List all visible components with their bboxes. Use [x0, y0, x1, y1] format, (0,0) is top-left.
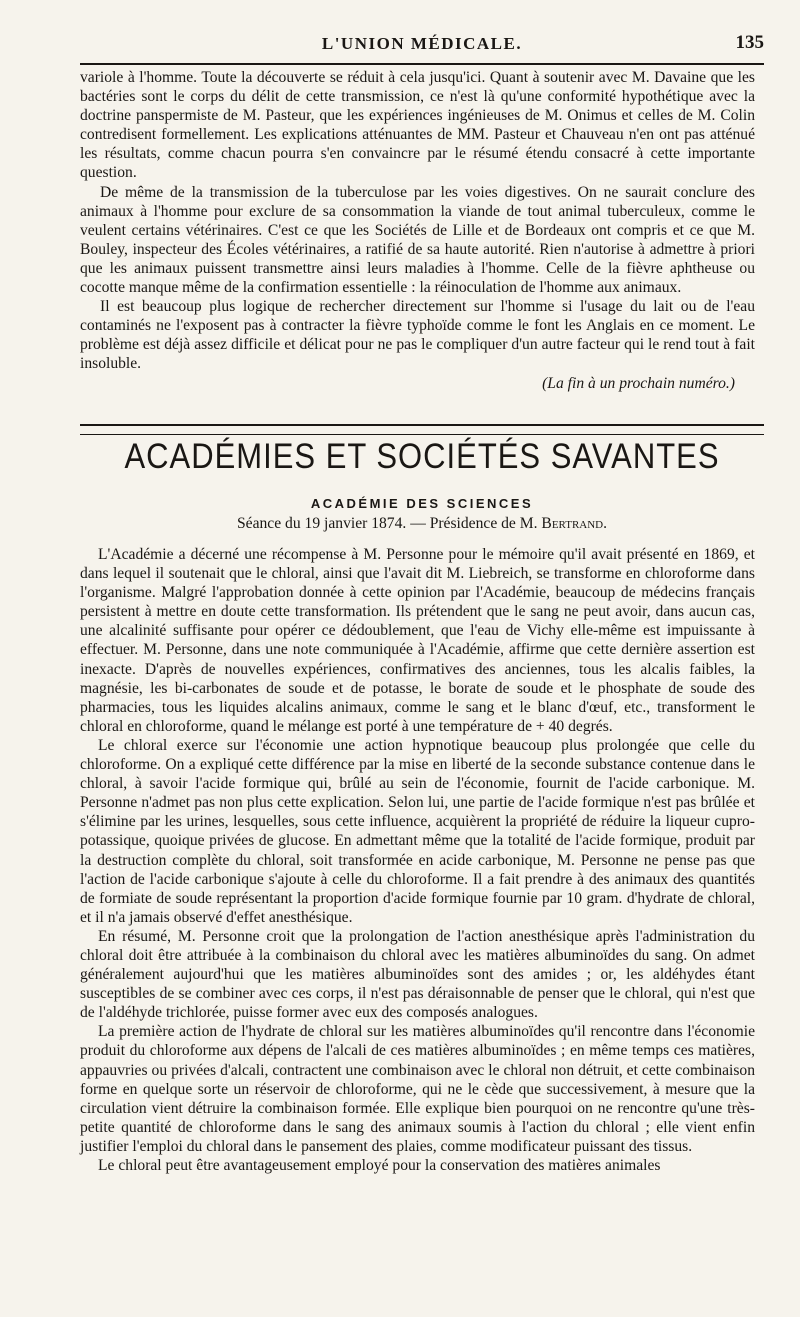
previous-article-continuation [80, 68, 755, 393]
subsection-title: ACADÉMIE DES SCIENCES [310, 496, 534, 511]
paragraph: variole à l'homme. Toute la découverte se réduit à cela jusqu'ici. Quant à soutenir avec M. Davaine que les bactéries sont le corps du délit de cette transmission, ce n'est là qu'une conformité hypothétique avec la doctrine panspermiste de M. Pasteur, que les expériences ingénieuses de M. Onimus et celles de M. Colin contredisent formellement. Les explications atténuantes de MM. Pasteur et Chauveau n'en ont pas atténué les résultats, comme chacun pourra s'en convaincre par le résumé étendu consacré à cette importante question. [80, 69, 755, 182]
session-line [80, 515, 764, 533]
paragraph: Il est beaucoup plus logique de rechercher directement sur l'homme si l'usage du lait ou de l'eau contaminés ne l'exposent pas à contracter la fièvre typhoïde comme le font les Anglais en ce moment. Le problème est déjà assez difficile et délicat pour ne pas le compliquer d'un autre facteur qui le rend tout à fait insoluble. [80, 298, 755, 373]
paragraph: En résumé, M. Personne croit que la prolongation de l'action anesthésique après l'administration du chloral doit être attribuée à la combinaison du chloral avec les matières albuminoïdes du sang. On admet généralement aujourd'hui que les matières albuminoïdes sont des amides ; or, les aldéhydes étant susceptibles de se combiner avec ces corps, il n'est pas déraisonnable de penser que le chloral, qui n'est que de l'aldéhyde trichlorée, puisse former avec eux des composés analogues. [80, 927, 755, 1022]
header-rule [80, 63, 764, 65]
running-head [80, 26, 764, 60]
journal-title: L'UNION MÉDICALE. [321, 34, 523, 53]
section-title: ACADÉMIES ET SOCIÉTÉS SAVANTES [124, 436, 720, 477]
paragraph: De même de la transmission de la tuberculose par les voies digestives. On ne saurait conclure des animaux à l'homme pour exclure de sa consommation la viande de tout animal tuberculeux, comme le veulent certains vétérinaires. C'est ce que les Sociétés de Lille et de Bordeaux ont compris et ce que M. Bouley, inspecteur des Écoles vétérinaires, a ratifié de sa haute autorité. Rien n'autorise à admettre à priori que les animaux puissent transmettre ainsi leurs maladies à l'homme. Celle de la fièvre aphtheuse ou cocotte manque même de la confirmation essentielle : la réinoculation de l'homme aux animaux. [80, 183, 755, 297]
president-name: Bertrand. [541, 515, 608, 532]
paragraph: Le chloral peut être avantageusement employé pour la conservation des matières animales [98, 1157, 661, 1174]
page-number: 135 [735, 32, 764, 53]
session-date-and-presidency: Séance du 19 janvier 1874. — Présidence de M. [236, 515, 542, 532]
academie-article [80, 545, 755, 1175]
paragraph: Le chloral exerce sur l'économie une action hypnotique beaucoup plus prolongée que celle du chloroforme. On a expliqué cette différence par la mise en liberté de la seconde substance contenue dans le chloral, à savoir l'acide formique qui, brûlé au sein de l'économie, fournit de l'acide carbonique. M. Personne n'admet pas non plus cette explication. Selon lui, une partie de l'acide formique n'est pas brûlée et s'élimine par les urines, lesquelles, sous cette influence, acquièrent la propriété de réduire la liqueur cupro-potassique, quoique privées de glucose. En admettant même que la totalité de l'acide formique, produit par la destruction complète du chloral, soit transformée en acide carbonique, M. Personne ne pense pas que l'action de l'acide carbonique s'ajoute à celle du chloroforme. Il a fait prendre à des animaux des quantités de formiate de soude représentant la proportion d'acide formique fournie par 10 gram. d'hydrate de chloral, et il n'a jamais observé d'effet anesthésique. [80, 736, 755, 926]
paragraph: La première action de l'hydrate de chloral sur les matières albuminoïdes qu'il rencontre dans l'économie produit du chloroforme aux dépens de l'alcali de ces matières albuminoïdes ; en même temps ces matières, appauvries ou privées d'alcali, contractent une combinaison avec le chloral non détruit, et cette combinaison forme en quelque sorte un réservoir de chloroforme, qui ne le cède que successivement, à mesure que la circulation vient détruire la combinaison formée. Elle explique bien pourquoi on ne rencontre qu'une très-petite quantité de chloroforme dans le sang des animaux soumis à l'action du chloral ; elle vient enfin justifier l'emploi du chloral dans le pansement des plaies, comme modificateur puissant des tissus. [80, 1023, 755, 1155]
continuation-note: (La fin à un prochain numéro.) [542, 374, 735, 392]
section-divider [80, 424, 764, 435]
paragraph: L'Académie a décerné une récompense à M. Personne pour le mémoire qu'il avait présenté en 1869, et dans lequel il soutenait que le chloral, ainsi que l'avait dit M. Liebreich, se transforme en chloroforme dans l'organisme. Malgré l'approbation donnée à cette opinion par l'Académie, beaucoup de médecins français persistent à mettre en doute cette transformation. Ils prétendent que le sang ne peut avoir, dans aucun cas, une alcalinité suffisante pour opérer ce dédoublement, que l'eau de Vichy elle-même est impuissante à effectuer. M. Personne, dans une note communiquée à l'Académie, affirme que cette dernière assertion est inexacte. D'après de nouvelles expériences, confirmatives des anciennes, tous les alcalis faibles, la magnésie, les bi-carbonates de soude et de potasse, le borate de soude et le phosphate de soude des pharmacies, tous les liquides alcalins animaux, comme le sang et le blanc d'œuf, etc., transforment le chloral en chloroforme, quand le mélange est porté à une température de + 40 degrés. [80, 546, 755, 735]
